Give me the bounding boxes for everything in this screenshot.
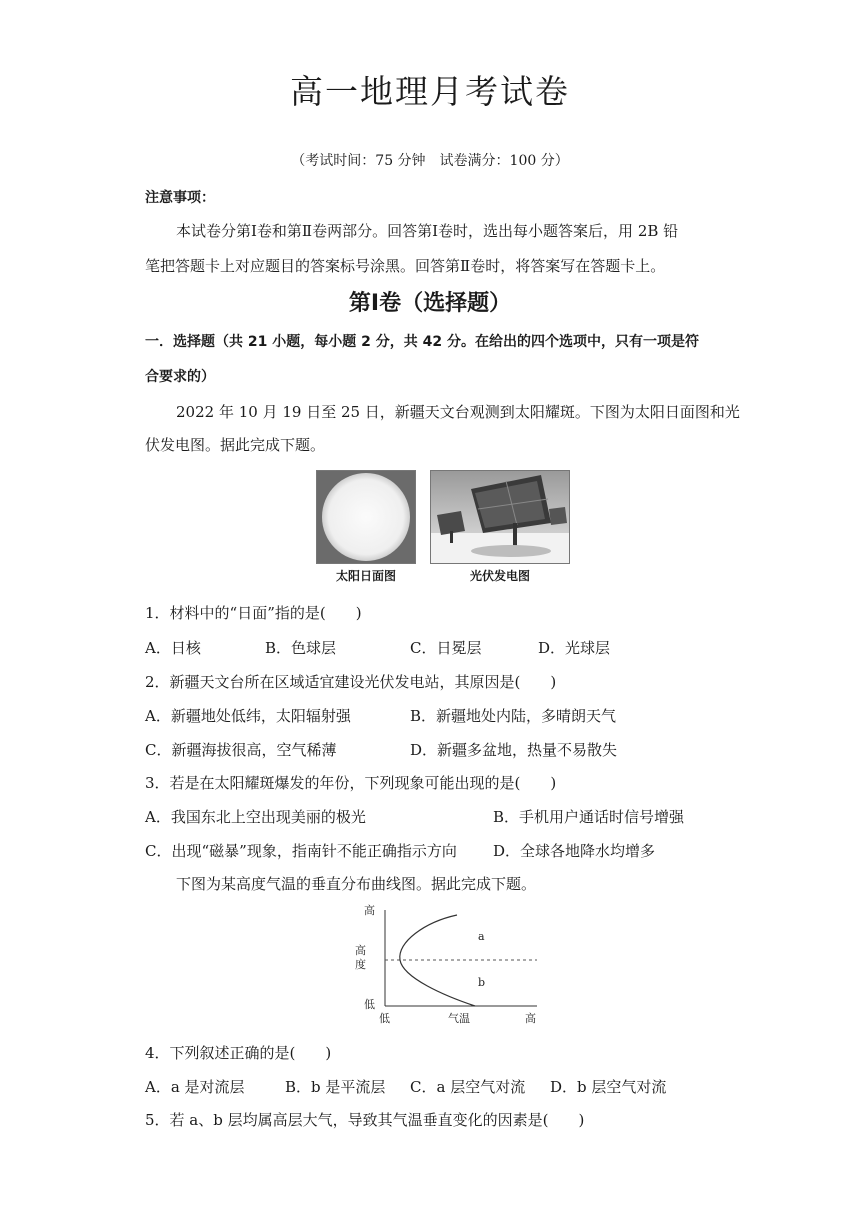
material-2-intro: 下图为某高度气温的垂直分布曲线图。据此完成下题。	[176, 875, 537, 893]
exam-info: （考试时间：75 分钟 试卷满分：100 分）	[291, 153, 569, 169]
question-3-option-d: D．全球各地降水均增多	[493, 842, 656, 860]
question-2-option-d: D．新疆多盆地，热量不易散失	[410, 741, 618, 759]
solar-panel-figure	[430, 470, 570, 564]
question-4-option-d: D．b 层空气对流	[550, 1078, 667, 1096]
question-3-option-b: B．手机用户通话时信号增强	[493, 808, 685, 826]
page-title: 高一地理月考试卷	[290, 72, 570, 111]
section-title: 第Ⅰ卷（选择题）	[348, 291, 512, 316]
question-4-stem: 4．下列叙述正确的是( )	[145, 1044, 332, 1062]
y-axis-label-1: 高	[355, 944, 366, 957]
notice-line-1: 本试卷分第Ⅰ卷和第Ⅱ卷两部分。回答第Ⅰ卷时，选出每小题答案后，用 2B 铅	[176, 222, 679, 240]
question-1-option-b: B．色球层	[265, 639, 337, 657]
question-2-option-c: C．新疆海拔很高，空气稀薄	[145, 741, 337, 759]
question-1-stem: 1．材料中的“日面”指的是( )	[145, 604, 362, 622]
question-5-stem: 5．若 a、b 层均属高层大气，导致其气温垂直变化的因素是( )	[145, 1111, 585, 1129]
question-4-option-c: C．a 层空气对流	[410, 1078, 526, 1096]
question-3-stem: 3．若是在太阳耀斑爆发的年份，下列现象可能出现的是( )	[145, 774, 557, 792]
sun-disk-caption: 太阳日面图	[335, 569, 396, 583]
material-1-line-2: 伏发电图。据此完成下题。	[145, 436, 326, 454]
question-2-stem: 2．新疆天文台所在区域适宜建设光伏发电站，其原因是( )	[145, 673, 557, 691]
question-4-option-b: B．b 是平流层	[285, 1078, 386, 1096]
question-1-option-c: C．日冕层	[410, 639, 482, 657]
question-1-option-d: D．光球层	[538, 639, 611, 657]
question-3-option-c: C．出现“磁暴”现象，指南针不能正确指示方向	[145, 842, 457, 860]
solar-panel-image	[431, 471, 569, 563]
solar-panel-caption: 光伏发电图	[469, 569, 530, 583]
notice-heading: 注意事项：	[145, 190, 215, 206]
y-bottom-label: 低	[364, 998, 375, 1011]
sun-disk-image	[317, 471, 415, 563]
sun-disk-figure	[316, 470, 416, 564]
question-3-option-a: A．我国东北上空出现美丽的极光	[145, 808, 366, 826]
question-4-option-a: A．a 是对流层	[145, 1078, 245, 1096]
question-1-option-a: A．日核	[145, 639, 201, 657]
y-top-label: 高	[364, 904, 375, 917]
y-axis-label-2: 度	[355, 958, 366, 971]
temperature-height-graph	[345, 898, 555, 1028]
notice-line-2: 笔把答题卡上对应题目的答案标号涂黑。回答第Ⅱ卷时，将答案写在答题卡上。	[145, 257, 666, 275]
question-2-option-b: B．新疆地处内陆，多晴朗天气	[410, 707, 617, 725]
section-instructions-1: 一．选择题（共 21 小题，每小题 2 分，共 42 分。在给出的四个选项中，只有一项是符	[145, 334, 699, 350]
question-2-option-a: A．新疆地处低纬，太阳辐射强	[145, 707, 351, 725]
x-right-label: 高	[525, 1012, 536, 1025]
x-axis-label: 气温	[448, 1012, 470, 1025]
region-b-label: b	[478, 976, 486, 989]
section-instructions-2: 合要求的）	[145, 369, 215, 385]
material-1-line-1: 2022 年 10 月 19 日至 25 日，新疆天文台观测到太阳耀斑。下图为太阳日面图和光	[176, 403, 740, 421]
region-a-label: a	[478, 930, 485, 943]
x-left-label: 低	[379, 1012, 390, 1025]
